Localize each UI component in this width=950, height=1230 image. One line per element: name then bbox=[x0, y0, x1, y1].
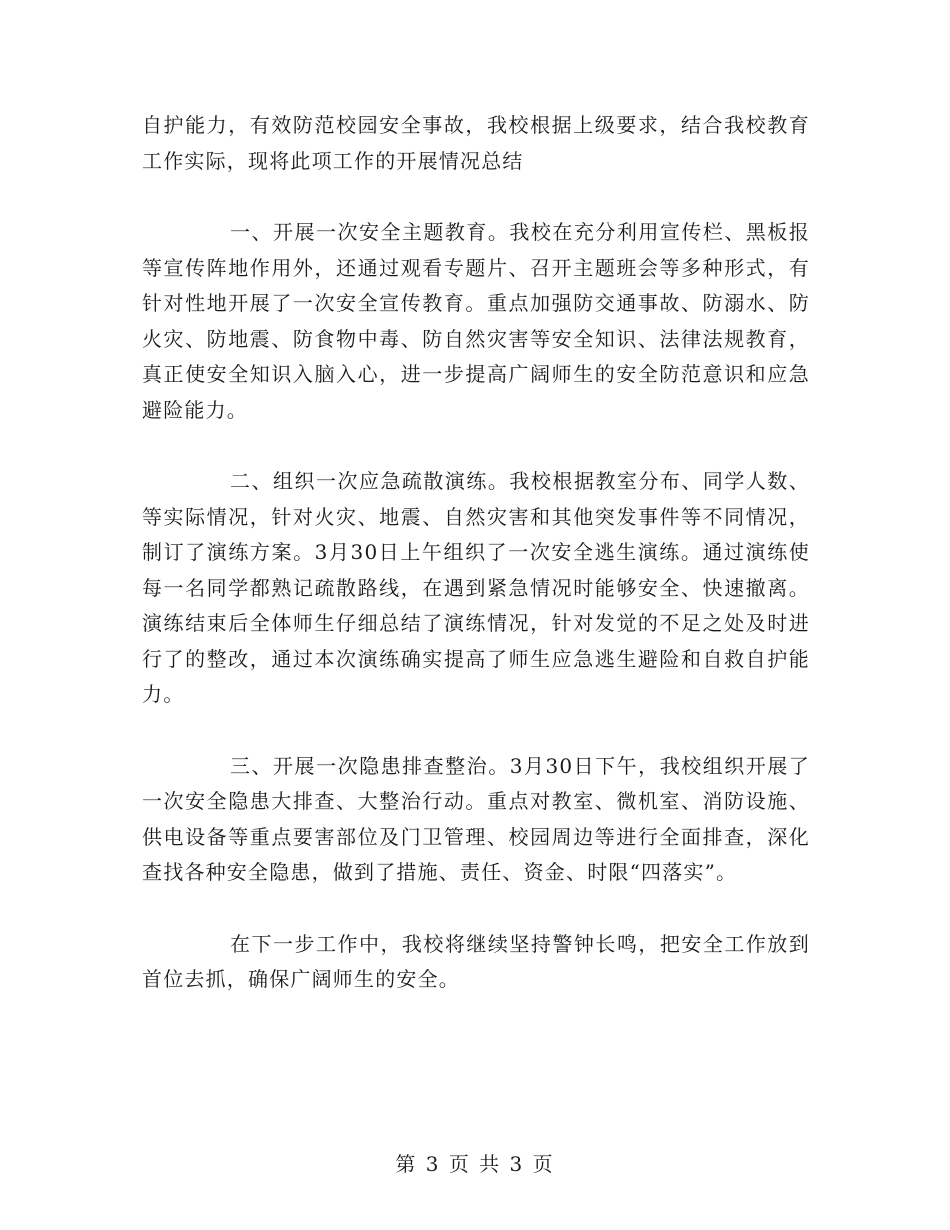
paragraph-safety-education: 一、开展一次安全主题教育。我校在充分利用宣传栏、黑板报等宣传阵地作用外，还通过观看专题片、召开主题班会等多种形式，有针对性地开展了一次安全宣传教育。重点加强防交通事故、防溺水、防火灾、防地震、防食物中毒、防自然灾害等安全知识、法律法规教育，真正使安全知识入脑入心，进一步提高广阔师生的安全防范意识和应急避险能力。 bbox=[142, 220, 810, 422]
paragraph-conclusion: 在下一步工作中，我校将继续坚持警钟长鸣，把安全工作放到首位去抓，确保广阔师生的安全。 bbox=[142, 931, 810, 991]
paragraph-evacuation-drill: 二、组织一次应急疏散演练。我校根据教室分布、同学人数、等实际情况，针对火灾、地震、自然灾害和其他突发事件等不同情况，制订了演练方案。3月30日上午组织了一次安全逃生演练。通过演练使每一名同学都熟记疏散路线，在遇到紧急情况时能够安全、快速撤离。演练结束后全体师生仔细总结了演练情况，针对发觉的不足之处及时进行了的整改，通过本次演练确实提高了师生应急逃生避险和自救自护能力。 bbox=[142, 469, 810, 706]
paragraph-hazard-inspection: 三、开展一次隐患排查整治。3月30日下午，我校组织开展了一次安全隐患大排查、大整治行动。重点对教室、微机室、消防设施、供电设备等重点要害部位及门卫管理、校园周边等进行全面排查，深化查找各种安全隐患，做到了措施、责任、资金、时限“四落实”。 bbox=[142, 753, 810, 884]
page-number-footer: 第 3 页 共 3 页 bbox=[395, 1152, 555, 1176]
paragraph-intro-continuation: 自护能力，有效防范校园安全事故，我校根据上级要求，结合我校教育工作实际，现将此项工作的开展情况总结 bbox=[142, 113, 810, 173]
document-body bbox=[142, 108, 810, 1034]
